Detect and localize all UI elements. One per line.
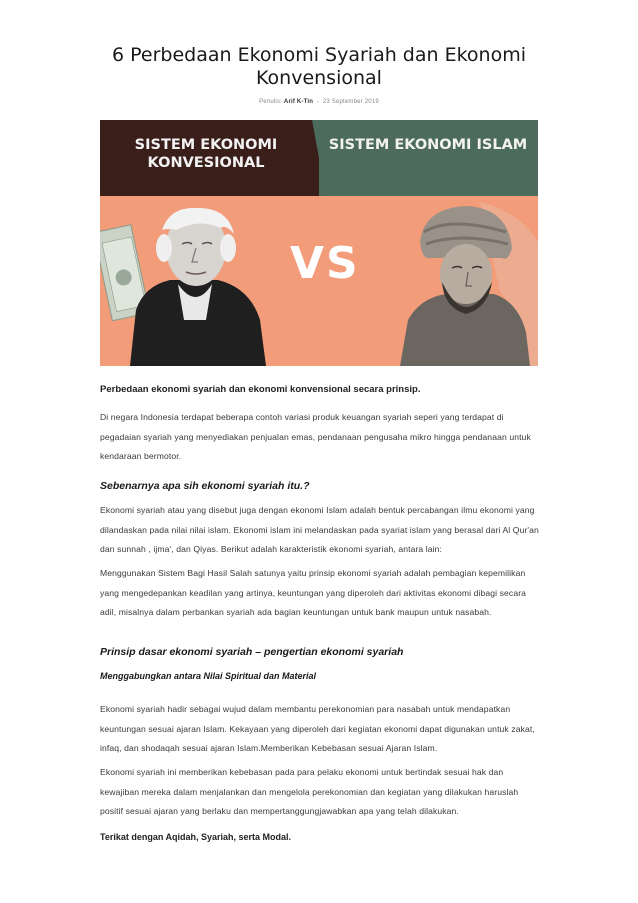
banner-image bbox=[100, 120, 538, 366]
banner-right-heading: SISTEM EKONOMI ISLAM bbox=[328, 137, 528, 153]
author-name[interactable]: Arif K-Tin bbox=[283, 99, 314, 105]
paragraph-benefits: Ekonomi syariah hadir sebagai wujud dalam membantu perekonomian para nasabah untuk mendapatkan keuntungan sesuai ajaran Islam. Kekayaan yang diperoleh dari kegiatan ekonomi dapat digunakan untuk zakat, infaq, dan shodaqah sesuai ajaran Islam.Memberikan Kebebasan sesuai Ajaran Islam. bbox=[100, 704, 535, 754]
subheading-aqidah: Terikat dengan Aqidah, Syariah, serta Modal. bbox=[100, 832, 292, 842]
publish-date: 23 September 2019 bbox=[322, 99, 379, 105]
paragraph-intro: Di negara Indonesia terdapat beberapa contoh variasi produk keuangan syariah seperi yang terdapat di pegadaian syariah yang menyediakan penjualan emas, pendanaan pengusaha mikro hingga pendanaan untuk kendaraan bermotor. bbox=[100, 412, 531, 462]
paragraph-definition: Ekonomi syariah atau yang disebut juga dengan ekonomi Islam adalah bentuk percabangan ilmu ekonomi yang dilandaskan pada nilai nilai islam. Ekonomi islam ini melandaskan pada syariat islam yang berasal dari Al Qur'an dan sunnah , ijma', dan Qiyas. Berikut adalah karakteristik ekonomi syariah, antara lain: bbox=[100, 505, 539, 555]
subheading-spiritual-material: Menggabungkan antara Nilai Spiritual dan Material bbox=[100, 671, 317, 681]
heading-basic-principles: Prinsip dasar ekonomi syariah – pengertian ekonomi syariah bbox=[100, 646, 404, 658]
portrait-right-icon bbox=[390, 202, 538, 366]
paragraph-profit-sharing: Menggunakan Sistem Bagi Hasil Salah satunya yaitu prinsip ekonomi syariah adalah pembagian kepemilikan yang mengedepankan keadilan yang artinya, keuntungan yang diperoleh dari aktivitas ekonomi dibagi secara adil, misalnya dalam perbankan syariah ada bagian keuntungan untuk bank maupun untuk nasabah. bbox=[100, 568, 527, 618]
article-meta bbox=[0, 99, 638, 105]
banner-left-heading: SISTEM EKONOMI KONVESIONAL bbox=[134, 137, 278, 171]
banner-right-band bbox=[319, 120, 538, 196]
vs-label: VS bbox=[290, 238, 360, 289]
meta-separator: - bbox=[316, 99, 320, 105]
portrait-left-icon bbox=[100, 200, 270, 366]
article-title: 6 Perbedaan Ekonomi Syariah dan Ekonomi Konvensional bbox=[112, 44, 526, 89]
paragraph-freedom: Ekonomi syariah ini memberikan kebebasan pada para pelaku ekonomi untuk bertindak sesuai hak dan kewajiban mereka dalam menjalankan dan mengelola perekonomian dan kegiatan yang dilakukan haruslah positif sesuai ajaran yang berlaku dan mempertanggungjawabkan apa yang telah dilakukan. bbox=[100, 767, 519, 817]
image-caption: Perbedaan ekonomi syariah dan ekonomi konvensional secara prinsip. bbox=[100, 384, 421, 395]
heading-what-is-sharia: Sebenarnya apa sih ekonomi syariah itu.? bbox=[100, 480, 310, 492]
banner-divider bbox=[312, 120, 326, 196]
author-prefix: Penulis: bbox=[259, 99, 283, 105]
